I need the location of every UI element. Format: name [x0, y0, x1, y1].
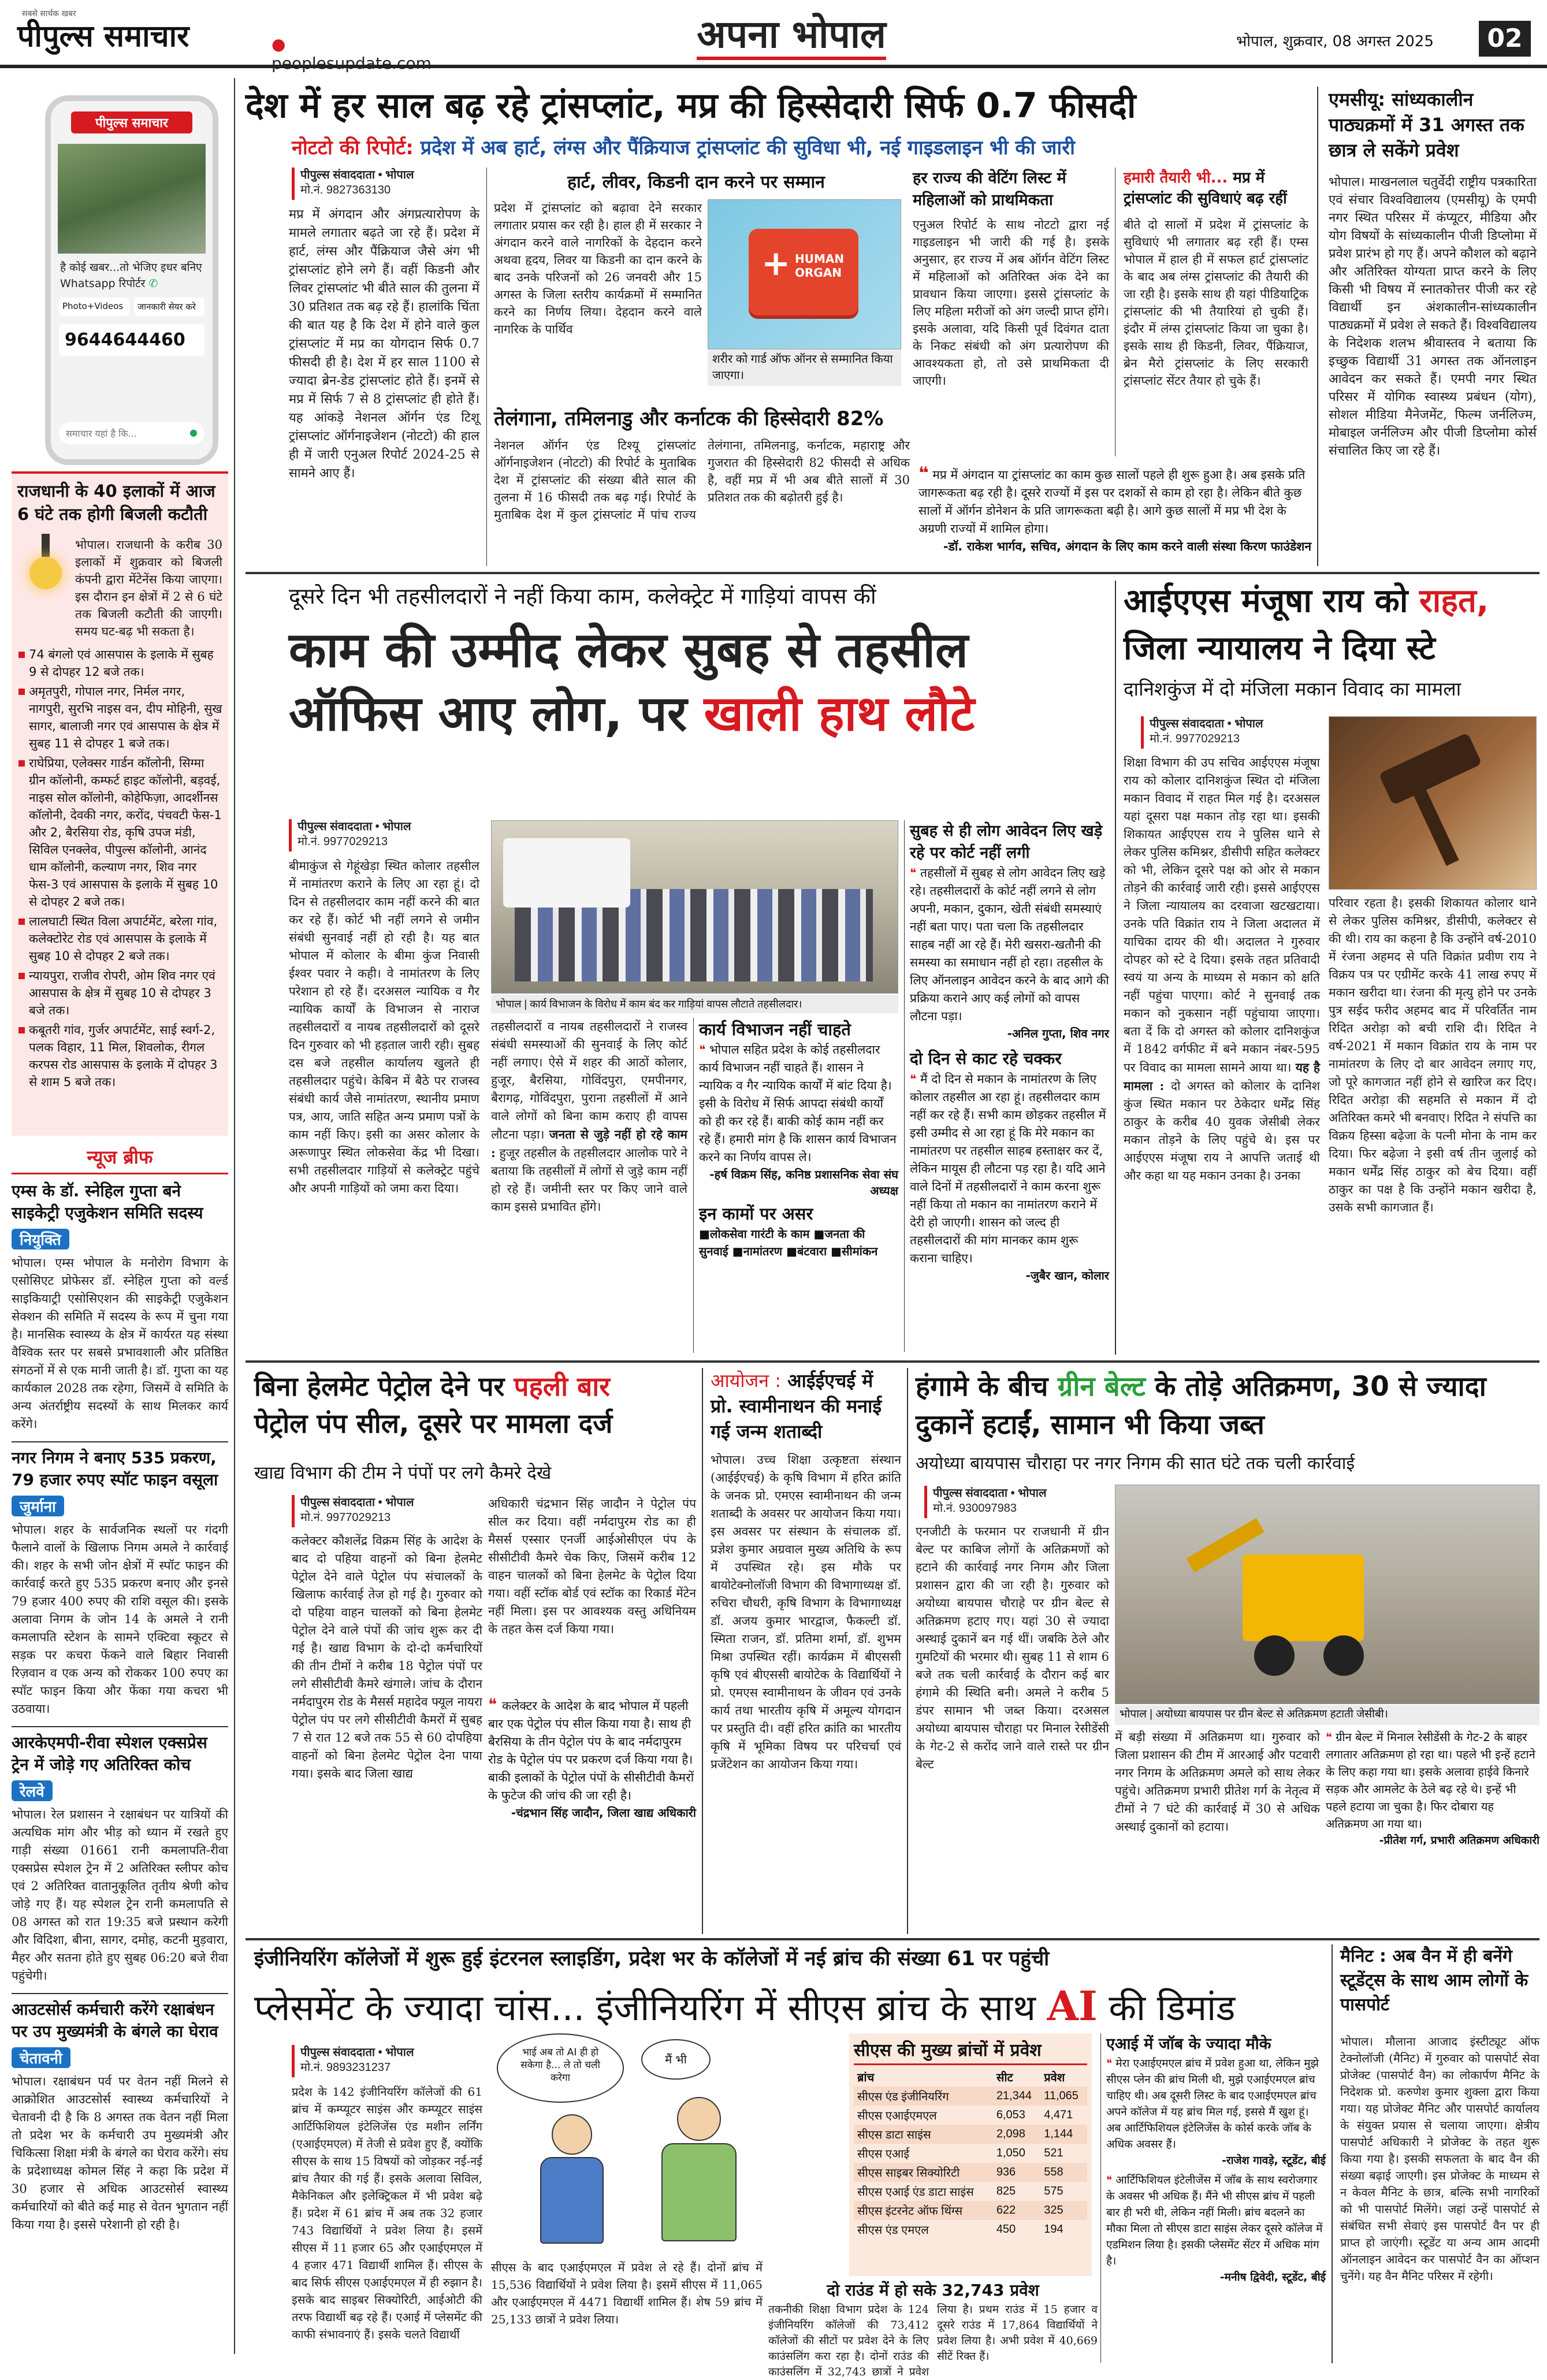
green-belt-subhead: अयोध्या बायपास चौराहा पर नगर निगम की सात घंटे तक चली कार्रवाई	[916, 1453, 1355, 1474]
table-header: सीट	[996, 2072, 1013, 2084]
states-share-headline: तेलंगाना, तमिलनाडु और कर्नाटक की हिस्सेदारी 82%	[494, 407, 884, 430]
power-item: 74 बंगलो एवं आसपास के इलाके में सुबह 9 से दोपहर 12 बजे तक।	[17, 646, 222, 680]
ias-byline: पीपुल्स संवाददाता • भोपाल मो.नं. 9977029213	[1141, 716, 1314, 749]
plus-icon: +	[761, 243, 791, 284]
phone-labels	[59, 298, 204, 316]
jobs-quote-2: ❝ आर्टिफिशियल इंटेलीजेंस में जॉब के साथ स्वरोजगार के अवसर भी अधिक हैं। मैंने भी सीएस ब्रांच में पहली बार ही भरी थी, लेकिन नहीं मिली। ब्रांच बदलने का मौका मिला तो सीएस डाटा साइंस लेकर दूसरे कॉलेज में एडमिशन लिया है। इसकी प्लेसमेंट सेंटर में अधिक मांग है।	[1106, 2174, 1323, 2267]
tehsil-byline: पीपुल्स संवाददाता • भोपाल मो.नं. 9977029213	[289, 819, 462, 851]
table-row: सीएस एआई एंड डाटा साइंस 825 575	[857, 2185, 1063, 2199]
cartoon-bubble-2: मैं भी	[641, 2039, 711, 2080]
tehsil-body-1: बीमाकुंज से गेहूंखेड़ा स्थित कोलार तहसील में नामांतरण कराने के लिए आ रहा हूं। दो दिन से तहसीलदार काम नहीं करने की बात कर रहे हैं। कोर्ट भी नहीं लगने से जमीन संबंधी सुनवाई नहीं हो रही है। यह बात भोपाल में कोलार के बीमा कुंज निवासी ईश्वर पवार ने कही। वे नामांतरण के लिए परेशान हो रहे हैं। दरअसल न्यायिक व गैर न्यायिक कार्यों के विभाजन से नाराज तहसीलदारों व नायब तहसीलदारों को दूसरे दिन गुरुवार को भी हड़ताल जारी रही। सुबह दस बजे तहसील कार्यालय खुलते ही तहसीलदार पहुंचे। केबिन में बैठे पर राजस्व संबंधी कार्य जैसे नामांतरण, स्थानीय प्रमाण पत्र, आय, जाति सहित अन्य प्रमाण पत्रों के काम नहीं किए। इसी का असर कोलार के अरूणापुर स्थित लोकसेवा केंद्र भी दिखा। सभी तहसीलदार गाड़ियों से कलेक्ट्रेट पहुंचे और अपनी गाड़ियों को जमा करा दिया।	[289, 859, 479, 1195]
news-brief-title: न्यूज ब्रीफ	[12, 1141, 228, 1174]
table-row: सीएस एआई 1,050 521	[857, 2147, 1063, 2160]
karya-headline: कार्य विभाजन नहीं चाहते	[699, 1020, 851, 1039]
power-item: न्यायपुरा, राजीव रोपरी, ओम शिव नगर एवं आसपास के क्षेत्र में सुबह 10 से दोपहर 3 बजे तक।	[17, 967, 222, 1019]
branch-table	[849, 2033, 1092, 2276]
table-row: सीएस एंड इंजीनियरिंग 21,344 11,065	[854, 2087, 1087, 2106]
tehsil-photo	[491, 820, 898, 994]
whatsapp-number[interactable]: 9644644460	[59, 324, 204, 356]
quote-icon: ❝	[1106, 2057, 1116, 2070]
brief-1-headline: एम्स के डॉ. स्नेहिल गुप्ता बने साइकेट्री एजुकेशन समिति सदस्य	[12, 1181, 203, 1222]
green-belt-body-1: एनजीटी के फरमान पर राजधानी में ग्रीन बेल्ट पर काबिज लोगों के अतिक्रमणों को हटाने की कार्रवाई नगर निगम और जिला प्रशासन द्वारा की जा रही है। गुरुवार को अयोध्या बायपास चौराहे पर ग्रीन बेल्ट से अतिक्रमण हटाए गए। यहां 30 से ज्यादा अस्थाई दुकानें बन गई थीं। जबकि ठेले और गुमटियों की भरमार थी। सुबह 11 से शाम 6 बजे तक चली कार्रवाई के दौरान कई बार हंगामे की स्थिति बनी। अमले ने करीब 5 डंपर सामान भी जब्त किया। दरअसल अयोध्या बायपास चौराहा पर मिनाल रेसीडेंसी के गेट-2 से करोंद जाने वाले रास्ते पर ग्रीन बेल्ट	[916, 1524, 1109, 1771]
karya-box	[699, 1018, 898, 1353]
students-cartoon	[491, 2033, 838, 2253]
phone-photo	[58, 144, 206, 254]
transplant-body: मप्र में अंगदान और अंगप्रत्यारोपण के मामले लगातार बढ़ते जा रहे हैं। प्रदेश में हार्ट, लंग्स और पैंक्रियाज जैसे अंग भी ट्रांसप्लांट होने लगे हैं। वहीं किडनी और लिवर ट्रांसप्लांट भी बीते साल की तुलना में 30 प्रतिशत तक बढ़ रहे हैं। हालांकि चिंता की बात यह है कि देश में होने वाले कुल ट्रांसप्लांट में मप्र का योगदान सिर्फ 0.7 फीसदी ही है। देश में हर साल 1100 से ज्यादा ब्रेन-डेड ट्रांसप्लांट होते हैं। इनमें से मप्र में सिर्फ 7 से 8 ट्रांसप्लांट ही होते हैं। यह आंकड़े नेशनल ऑर्गन एंड टिशू ट्रांसप्लांट ऑर्गनाइजेशन (नोटटो) की हाल ही में जारी एनुअल रिपोर्ट 2024-25 से सामने आए हैं।	[289, 207, 479, 481]
power-item: लालघाटी स्थित विला अपार्टमेंट, बरेला गांव, कलेक्टोरेट रोड एवं आसपास के इलाके में सुबह 10 से दोपहर 2 बजे तक।	[17, 913, 222, 965]
power-cut-intro: भोपाल। राजधानी के करीब 30 इलाकों में शुक्रवार को बिजली कंपनी द्वारा मेंटेनेंस किया जाएगा। इस दौरान इन क्षेत्रों में 2 से 6 घंटे तक बिजली कटौती की जाएगी। समय घट-बढ़ भी सकता है।	[75, 538, 222, 638]
gavel-photo	[1329, 716, 1537, 890]
dateline: भोपाल, शुक्रवार, 08 अगस्त 2025	[1236, 33, 1434, 50]
quote-icon: ❝	[910, 1072, 920, 1086]
helmet-body-1: कलेक्टर कौशलेंद्र विक्रम सिंह के आदेश के बाद दो पहिया वाहनों को बिना हेलमेट पेट्रोल देने वाले पेट्रोल पंप संचालकों के खिलाफ कार्रवाई तेज हो गई है। गुरुवार को दो पहिया वाहन चालकों को बिना हेलमेट पेट्रोल देने वाले पंपों की जांच शुरू कर दी गई है। खाद्य विभाग के दो-दो कर्मचारियों की तीन टीमों ने करीब 18 पेट्रोल पंपों पर लगे सीसीटीवी कैमरे खंगाले। जांच के दौरान नर्मदापुरम रोड के मैसर्स महादेव फ्यूल नायरा पेट्रोल पंप पर लगे सीसीटीवी कैमरों में सुबह 7 से रात 12 बजे तक 55 से 60 दोपहिया वाहनों को बिना हेलमेट पेट्रोल देना पाया गया। इसके बाद जिला खाद्य	[292, 1534, 482, 1780]
cartoon-bubble-1: भाई अब तो AI ही हो सकेगा है... ले तो चली करेगा	[497, 2033, 624, 2103]
green-belt-headline: हंगामे के बीच ग्रीन बेल्ट के तोड़े अतिक्रमण, 30 से ज्यादा दुकानें हटाईं, सामान भी किया जब्त	[916, 1371, 1486, 1441]
table-row: सीएस इंटरनेट ऑफ थिंग्स 622 325	[854, 2201, 1087, 2220]
brief-4-tag: चेतावनी	[12, 2047, 70, 2068]
manit-body: भोपाल। मौलाना आजाद इंस्टीट्यूट ऑफ टेक्नोलॉजी (मैनिट) में गुरुवार को पासपोर्ट सेवा प्रोजेक्ट (पासपोर्ट वैन) का लोकार्पण मैनिट के निदेशक प्रो. करुणेश कुमार शुक्ला द्वारा किया गया। यह प्रोजेक्ट मैनिट और पासपोर्ट कार्यालय के संयुक्त प्रयास से चलाया जाएगा। क्षेत्रीय पासपोर्ट अधिकारी ने प्रोजेक्ट के तहत शुरू किया गया है। इसकी सफलता के बाद वैन की संख्या बढ़ाई जाएगी। इस प्रोजेक्ट के माध्यम से न केवल मैनिट के छात्र, बल्कि सभी नागरिकों को भी पासपोर्ट मिलेंगे। जहां उन्हें पासपोर्ट से संबंधित सभी सेवाएं इस पासपोर्ट वैन पर ही प्राप्त हो जाएंगी। स्टूडेंट या अन्य आम आदमी ऑनलाइन आवेदन कर पासपोर्ट वैन का ऑप्शन चुनेंगे। यह वैन मैनिट परिसर में रहेगी।	[1340, 2035, 1539, 2283]
green-belt-byline: पीपुल्स संवाददाता • भोपाल मो.नं. 930097983	[924, 1486, 1098, 1518]
mcu-body: भोपाल। माखनलाल चतुर्वेदी राष्ट्रीय पत्रकारिता एवं संचार विश्वविद्यालय (एमसीयू) के एमपी नगर स्थित परिसर में कंप्यूटर, मीडिया और योग विषयों के सांध्यकालीन पीजी डिप्लोमा में प्रवेश प्रारंभ हो गए हैं। अपने कौशल को बढ़ाने और अतिरिक्त योग्यता प्राप्त करने के लिए किसी भी विषय में स्नातकोत्तर पीजी कर रहे विद्यार्थी इन अंशकालीन-सांध्यकालीन पाठ्यक्रमों में प्रवेश ले सकते हैं। विश्वविद्यालय के निदेशक शलभ श्रीवास्तव ने बताया कि इच्छुक विद्यार्थी 31 अगस्त तक ऑनलाइन आवेदन कर सकते हैं। एमपी नगर स्थित परिसर में योगिक स्वास्थ्य प्रबंधन (योग), सोशल मीडिया मैनेजमेंट, फिल्म जर्नलिज्म, मोबाइल जर्नलिज्म और पीजी डिप्लोमा कोर्स संचालित किए जा रहे हैं।	[1329, 175, 1537, 458]
brief-2-body: भोपाल। शहर के सार्वजनिक स्थलों पर गंदगी फैलाने वालों के खिलाफ निगम अमले ने कार्रवाई की। शहर के सभी जोन क्षेत्रों में स्पॉट फाइन की कार्रवाई करते हुए 535 प्रकरण बनाए और इनसे 79 हजार 400 रुपए की राशि वसूल की। इसके अलावा निगम के जोन 14 के अमले ने रानी कमलापति स्टेशन के सामने एक्टिवा स्कूटर से सड़क पर कचरा फेंकने वाले बिहार निवासी रिज़वान व एक अन्य को रोककर 100 रुपए का स्पॉट फाइन किया और फेंका गया कचरा भी उठवाया।	[12, 1523, 228, 1716]
green-belt-quote: ❝ ग्रीन बेल्ट में मिनाल रेसीडेंसी के गेट-2 के बाहर लगातार अतिक्रमण हो रहा था। पहले भी इन्हें हटाने के लिए कहा गया था। इसके अलावा हाईवे किनारे सड़क और आमलेट के ठेले बढ़ रहे थे। इन्हें भी पहले हटाया जा चुका है। फिर दोबारा यह अतिक्रमण आ गया था। -प्रीतेश गर्ग, प्रभारी अतिक्रमण अधिकारी	[1326, 1728, 1539, 1933]
cartoon-student-2	[659, 2097, 739, 2247]
chakkar-headline: दो दिन से काट रहे चक्कर	[910, 1049, 1062, 1068]
engg-kicker: इंजीनियरिंग कॉलेजों में शुरू हुई इंटरनल स्लाइडिंग, प्रदेश भर के कॉलेजों में नई ब्रांच की संख्या 61 पर पहुंची	[254, 1947, 1050, 1970]
masthead	[0, 0, 1547, 73]
engg-byline: पीपुल्स संवाददाता • भोपाल मो.नं. 9893231237	[292, 2045, 465, 2077]
organ-box-photo	[708, 199, 901, 349]
transplant-quote: ❝ मप्र में अंगदान या ट्रांसप्लांट का काम कुछ सालों पहले ही शुरू हुआ है। अब इसके प्रति जागरूकता बढ़ रही है। दूसरे राज्यों में इस पर दशकों से काम हो रहा है। लेकिन बीते कुछ सालों में ऑर्गन डोनेशन के प्रति जागरूकता बढ़ी है। आगे कुछ सालों में मप्र भी देश के अग्रणी राज्यों में शामिल होगा। -डॉ. राकेश भार्गव, सचिव, अंगदान के लिए काम करने वाली संस्था किरण फाउंडेशन	[918, 464, 1311, 563]
helmet-headline: बिना हेलमेट पेट्रोल देने पर पहली बार पेट्रोल पंप सील, दूसरे पर मामला दर्ज	[254, 1371, 613, 1439]
label-share: जानकारी सेयर करे	[134, 298, 204, 316]
engg-body-2: सीएस के बाद एआईएमएल में प्रवेश ले रहे हैं। दोनों ब्रांच में 15,536 विद्यार्थियों ने प्रवेश लिया है। इसमें सीएस में 11,065 और एआईएमएल में 4471 विद्यार्थी शामिल हैं। शेष 59 ब्रांच में 25,133 छात्रों ने प्रवेश लिया।	[491, 2260, 763, 2326]
branch-table-grid	[854, 2067, 1087, 2239]
court-box	[910, 820, 1109, 1352]
brief-3-tag: रेलवे	[12, 1780, 53, 1801]
rounds-body: तकनीकी शिक्षा विभाग प्रदेश के 124 इंजीनियरिंग कॉलेजों की 73,412 कॉलेजों की सीटों पर प्रवेश देने के लिए काउंसलिंग करा रहा है। दोनों राउंड की काउंसलिंग में 32,743 छात्रों ने प्रवेश लिया है। प्रथम राउंड में 15 हजार व दूसरे राउंड में 17,864 विद्यार्थियों ने प्रवेश लिया है। अभी प्रवेश में 40,669 सीटें रिक्त हैं।	[768, 2303, 1098, 2378]
rounds-headline: दो राउंड में हो सके 32,743 प्रवेश	[827, 2281, 1039, 2300]
court-quote-by: -अनिल गुप्ता, शिव नगर	[1007, 1027, 1109, 1040]
jobs-quote-1-by: -राजेश गावड़े, स्टूडेंट, बीई	[1221, 2154, 1326, 2167]
organ-box-label: HUMAN ORGAN	[795, 252, 845, 280]
transplant-subhead: नोटटो की रिपोर्ट: प्रदेश में अब हार्ट, लंग्स और पैंक्रियाज ट्रांसप्लांट की सुविधा भी, नई गाइडलाइन भी की जारी	[292, 136, 1075, 159]
brief-1-body: भोपाल। एम्स भोपाल के मनोरोग विभाग के एसोसिएट प्रोफेसर डॉ. स्नेहिल गुप्ता को वर्ल्ड साइकियाट्री एसोसिएशन की साइकेट्री एजुकेशन सेक्शन की समिति में सदस्य के रूप में चुना गया है। मानसिक स्वास्थ्य के क्षेत्र में कार्यरत यह संस्था वैश्विक स्तर पर सबसे प्रभावशाली और प्रतिष्ठित संगठनों में से एक मानी जाती है। डॉ. गुप्ता का यह कार्यकाल 2028 तक रहेगा, जिसमें वे समिति के अन्य अंतर्राष्ट्रीय सदस्यों के साथ मिलकर कार्य करेंगे।	[12, 1256, 228, 1431]
quote-icon: ❝	[1326, 1730, 1336, 1744]
tehsil-body-2: तहसीलदारों व नायब तहसीलदारों ने राजस्व संबंधी समस्याओं की सुनवाई के लिए कोर्ट नहीं लगाए। ऐसे में शहर की आठों कोलार, हुजूर, बैरसिया, गोविंदपुरा, एमपीनगर, बैरागढ़, गोविंदपुरा, पुराना तहसीलों में आने वाले लोगों को बिना काम कराए ही वापस लौटना पड़ा। जनता से जुड़े नहीं हो रहे काम : हुजूर तहसील के तहसीलदार आलोक पारे ने बताया कि तहसीलों में लोगों से जुड़े काम नहीं हो रहे हैं। जमीनी स्तर पर किए जाने वाले काम इससे प्रभावित होंगे।	[491, 1020, 687, 1214]
whatsapp-icon: ✆	[148, 277, 158, 290]
mic-icon[interactable]: ●	[189, 427, 198, 438]
label-photo-videos: Photo+Videos	[59, 298, 129, 316]
website-url[interactable]: ● peoplesupdate.com	[272, 35, 432, 73]
bulb-icon	[20, 534, 72, 603]
ready-body: बीते दो सालों में प्रदेश में ट्रांसप्लांट के सुविधाएं भी लगातार बढ़ रही हैं। एम्स भोपाल में हाल ही में सफल हार्ट ट्रांसप्लांट के बाद अब लंग्स ट्रांसप्लांट की तैयारी की जा रही है। इसके साथ ही यहां पीडियाट्रिक ट्रांसप्लांट की भी तैयारियां हो चुकी हैं। इंदौर में लंग्स ट्रांसप्लांट किया जा चुका है। इसके साथ ही किडनी, लिवर, पैंक्रियाज, ब्रेन मैरो ट्रांसप्लांट के लिए सरकारी ट्रांसप्लांट सेंटर तैयार हो चुके हैं।	[1124, 218, 1308, 388]
jcb-photo	[1115, 1485, 1539, 1704]
message-input[interactable]: समाचार यहां है कि... ●	[59, 422, 204, 444]
organ-photo-caption: शरीर को गार्ड ऑफ ऑनर से सम्मानित किया जाएगा।	[708, 350, 901, 386]
brief-3-body: भोपाल। रेल प्रशासन ने रक्षाबंधन पर यात्रियों की अत्यधिक मांग और भीड़ को ध्यान में रखते हुए गाड़ी संख्या 01661 रानी कमलापति-रीवा एक्सप्रेस स्पेशल ट्रेन में 2 अतिरिक्त स्लीपर कोच एवं 2 अतिरिक्त वातानुकूलित तृतीय श्रेणी कोच जोड़े गए हैं। यह स्पेशल ट्रेन रानी कमलापति से 08 अगस्त को रात 19:35 बजे प्रस्थान करेगी और विदिशा, बीना, सागर, दमोह, कटनी मुड़वारा, मैहर और सतना होते हुए सुबह 06:20 बजे रीवा पहुंचेगी।	[12, 1808, 228, 1983]
logo-tagline: सबसे सार्थक खबर	[22, 9, 76, 18]
jobs-quote-1: ❝ मेरा एआईएमएल ब्रांच में प्रवेश हुआ था, लेकिन मुझे सीएस प्लेन की ब्रांच मिली थी, मुझे एआईएमएल ब्रांच चाहिए थी। अब दूसरी लिस्ट के बाद एआईएमएल ब्रांच अपने कॉलेज में यह ब्रांच मिल गई, इससे मैं खुश हूं। अब आर्टिफिशियल इंटेलिजेंस के कोर्स करके जॉब के अधिक अवसर हैं।	[1106, 2057, 1319, 2151]
ready-headline: हमारी तैयारी भी... मप्र में ट्रांसप्लांट की सुविधाएं बढ़ रहीं	[1124, 169, 1287, 207]
affected-list: ■लोकसेवा गारंटी के काम ■जनता की सुनवाई ■नामांतरण ■बंटवारा ■सीमांकन	[699, 1227, 878, 1258]
page-number: 02	[1479, 21, 1531, 57]
court-headline: सुबह से ही लोग आवेदन लिए खड़े रहे पर कोर्ट नहीं लगी	[910, 822, 1103, 862]
news-brief	[12, 1141, 228, 2354]
transplant-headline: देश में हर साल बढ़ रहे ट्रांसप्लांट, मप्र की हिस्सेदारी सिर्फ 0.7 फीसदी	[246, 85, 1136, 126]
whatsapp-promo	[45, 95, 218, 465]
ias-subhead-inline: यह है मामला :	[1124, 1060, 1320, 1093]
table-header: ब्रांच	[857, 2072, 875, 2084]
phone-logo: पीपुल्स समाचार	[71, 111, 192, 133]
mcu-headline: एमसीयू: सांध्यकालीन पाठ्यक्रमों में 31 अगस्त तक छात्र ले सकेंगे प्रवेश	[1329, 88, 1524, 161]
ias-headline: आईएएस मंजूषा राय को राहत, जिला न्यायालय ने दिया स्टे	[1124, 582, 1489, 667]
honor-box-body: प्रदेश में ट्रांसप्लांट को बढ़ावा देने सरकार लगातार प्रयास कर रही है। हाल ही में सरकार ने अंगदान करने वाले नागरिकों के देहदान करने अथवा हृदय, लिवर या किडनी का दान करने के बाद उनके परिजनों को 26 जनवरी और 15 अगस्त के जिला स्तरीय कार्यक्रमों में सम्मानित करने का निर्णय लिया। देहदान करने वाले नागरिक के पार्थिव	[494, 201, 702, 336]
ias-body-1: शिक्षा विभाग की उप सचिव आईएएस मंजूषा राय को कोलार दानिशकुंज स्थित दो मंजिला मकान विवाद में राहत मिल गई है। दरअसल यहां दूसरा पक्ष मकान तोड़ रहा था। इसकी शिकायत आईएएस राय ने पुलिस थाने से लेकर पुलिस कमिश्नर, डीसीपी सहित कलेक्टर को भी, लेकिन दूसरे पक्ष को ओर से मकान तोड़ने की कार्रवाई जारी रही। इससे आईएएस ने जिला न्यायालय का दरवाजा खटखटाया। उनके पति विक्रांत राय ने जिला अदालत में याचिका दायर की थी। अदालत ने गुरुवार दोपहर को स्टे दे दिया। इसके तहत प्रतिवादी स्वयं या अन्य के माध्यम से मकान को क्षति नहीं पहुंचा पाएगा। कोर्ट ने सुनवाई तक मकान को नुकसान नहीं पहुंचाया जाएगा। बता दें कि दो अगस्त को कोलार दानिशकुंज में 1842 वर्गफीट में बने मकान नंबर-595 पर विवाद का मामला सामने आया था। यह है मामला : दो अगस्त को कोलार के दानिश कुंज स्थित मकान पर ठेकेदार धर्मेंद्र सिंह ठाकुर के करीब 40 युवक जेसीबी लेकर मकान तोड़ने के लिए पहुंचे थे। इस पर आईएएस मंजूषा राय ने आपत्ति जताई थी और कहा था यह मकान उनका है। उनका	[1124, 756, 1320, 1182]
brief-4-body: भोपाल। रक्षाबंधन पर्व पर वेतन नहीं मिलने से आक्रोशित आउटसोर्स स्वास्थ्य कर्मचारियों ने चेतावनी दी है कि 8 अगस्त तक वेतन नहीं मिला तो प्रदेश भर के कर्मचारी उप मुख्यमंत्री और चिकित्सा शिक्षा मंत्री के बंगले का घेराव करेंगे। संघ के प्रदेशाध्यक्ष कोमल सिंह ने कहा कि प्रदेश में 30 हजार से अधिक आउटसोर्स स्वास्थ्य कर्मचारियों को बीते कई माह से वेतन भुगतान नहीं किया गया है। इससे परेशानी हो रही है।	[12, 2074, 228, 2232]
court-quote: ❝ तहसीलों में सुबह से लोग आवेदन लिए खड़े रहे। तहसीलदारों के कोर्ट नहीं लगने से लोग अपनी, मकान, दुकान, खेती संबंधी समस्याएं नहीं बता पाए। पता चला कि तहसीलदार साहब नहीं आ रहे हैं। मेरी खसरा-खतौनी की समस्या का समाधान नहीं हो रहा। तहसील के लिए ऑनलाइन आवेदन करने के बाद आगे की प्रक्रिया कराने आए कई लोगों को वापस लौटना पड़ा।	[910, 866, 1109, 1023]
power-item: अमृतपुरी, गोपाल नगर, निर्मल नगर, नागपुरी, सुरभि नाइस वन, दीप मोहिनी, सुख सागर, बालाजी नगर एवं आसपास के क्षेत्र में सुबह 11 से दोपहर 1 बजे तक।	[17, 683, 222, 752]
jobs-quote-2-by: -मनीष द्विवेदी, स्टूडेंट, बीई	[1219, 2271, 1326, 2284]
tehsil-kicker: दूसरे दिन भी तहसीलदारों ने नहीं किया काम, कलेक्ट्रेट में गाड़ियां वापस कीं	[289, 583, 876, 609]
cartoon-student-1	[537, 2114, 607, 2247]
brief-2-tag: जुर्माना	[12, 1496, 64, 1516]
transplant-byline: पीपुल्स संवाददाता • भोपाल मो.नं. 9827363130	[292, 168, 465, 200]
power-item: कबूतरी गांव, गुर्जर अपार्टमेंट, साई स्वर्ग-2, पलक विहार, 11 मिल, शिवलोक, रीगल करपस रोड आसपास के इलाके में दोपहर 3 से शाम 5 बजे तक।	[17, 1021, 222, 1091]
masthead-logo	[17, 8, 260, 60]
power-cut-headline: राजधानी के 40 इलाकों में आज 6 घंटे तक होगी बिजली कटौती	[17, 481, 215, 524]
power-cut-box	[12, 471, 228, 1136]
power-item: राघेप्रिया, एलेक्सर गार्डन कॉलोनी, सिग्मा ग्रीन कॉलोनी, कम्फर्ट हाइट कॉलोनी, बड़वई, नाइस सोल कॉलोनी, कोहेफिज़ा, आदर्शीनस कॉलोनी, देवकी नगर, करोंद, पंचवटी फेस-1 और 2, बैरसिया रोड, कृषि उपज मंडी, सिविल एनक्लेव, पीपुल्स कॉलोनी, आनंद धाम कॉलोनी, कल्याण नगर, शिव नगर फेस-3 एवं आसपास के इलाके में सुबह 10 से दोपहर 2 बजे तक।	[17, 754, 222, 910]
chakkar-quote: ❝ मैं दो दिन से मकान के नामांतरण के लिए कोलार तहसील आ रहा हूं। तहसीलदार काम नहीं कर रहे हैं। सभी काम छोड़कर तहसील में इसी उम्मीद से आ रहा हूं कि मेरे मकान का नामांतरण पर तहसील साहब हस्ताक्षर कर दें, लेकिन मायूस ही लौटना पड़ रहा है। यदि आने वाले दिनों में तहसीलदारों ने काम करना शुरू नहीं किया तो मकान का नामांतरण कराने में देरी हो जाएगी। शासन को जल्द ही तहसीलदारों की मांग मानकर काम शुरू कराना चाहिए।	[910, 1072, 1106, 1265]
karya-quote-by: -हर्ष विक्रम सिंह, कनिष्ठ प्रशासनिक सेवा संघ अध्यक्ष	[709, 1167, 898, 1198]
women-priority-headline: हर राज्य की वेटिंग लिस्ट में महिलाओं को प्राथमिकता	[913, 169, 1066, 209]
transplant-quote-by: -डॉ. राकेश भार्गव, सचिव, अंगदान के लिए काम करने वाली संस्था किरण फाउंडेशन	[943, 540, 1311, 553]
ias-subhead: दानिशकुंज में दो मंजिला मकान विवाद का मामला	[1124, 678, 1462, 700]
section-title	[647, 10, 936, 62]
phone-promo-text: है कोई खबर...तो भेजिए इधर बनिए Whatsapp रिपोर्टर ✆	[60, 261, 202, 290]
table-row: सीएस साइबर सिक्योरिटी 936 558	[854, 2163, 1087, 2182]
engg-body-1: प्रदेश के 142 इंजीनियरिंग कॉलेजों की 61 ब्रांच में कम्प्यूटर साइंस और कम्प्यूटर साइंस आर्टिफिशियल इंटेलिजेंस एंड मशीन लर्निंग (एआईएमएल) में तेजी से प्रवेश हुए हैं, क्योंकि सीएस के साथ 15 विषयों को जोड़कर नई-नई ब्रांच तैयार की गई हैं। इसके अलावा सिविल, मैकेनिकल और इलेक्ट्रिकल में भी प्रवेश बढ़े हैं। प्रदेश में 61 ब्रांच में अब तक 32 हजार 743 विद्यार्थियों ने प्रवेश लिया है। इसमें सीएस में 11 हजार 65 और एआईएमएल में 4 हजार 471 विद्यार्थी शामिल हैं। सीएस के बाद सिर्फ सीएस एआईएमएल में ही रुझान है। इसके बाद साइबर सिक्योरिटी, आईओटी की तरफ विद्यार्थी बढ़ रहे हैं। एआई में प्लेसमेंट की काफी संभावनाएं हैं। इसके चलते विद्यार्थी	[292, 2085, 482, 2341]
manit-headline: मैनिट : अब वैन में ही बनेंगे स्टूडेंट्स के साथ आम लोगों के पासपोर्ट	[1340, 1946, 1529, 2015]
quote-icon: ❝	[699, 1043, 709, 1057]
helmet-quote-by: -चंद्रभान सिंह जादौन, जिला खाद्य अधिकारी	[511, 1806, 696, 1820]
jcb-photo-caption: भोपाल | अयोध्या बायपास पर ग्रीन बेल्ट से अतिक्रमण हटाती जेसीबी।	[1115, 1705, 1539, 1725]
logo-text: पीपुल्स समाचार	[17, 19, 189, 54]
karya-quote: ❝ भोपाल सहित प्रदेश के कोई तहसीलदार कार्य विभाजन नहीं चाहते हैं। शासन ने न्यायिक व गैर न्यायिक कार्यों में बांट दिया है। इसी के विरोध में सिर्फ आपदा संबंधी कार्यों को ही कर रहे हैं। बाकी कोई काम नहीं कर रहे हैं। हमारी मांग है कि शासन कार्य विभाजन करने का निर्णय वापस ले।	[699, 1043, 897, 1164]
brief-4-headline: आउटसोर्स कर्मचारी करेंगे रक्षाबंधन पर उप मुख्यमंत्री के बंगले का घेराव	[12, 1993, 228, 2043]
tehsil-subhead: जनता से जुड़े नहीं हो रहे काम :	[491, 1127, 687, 1160]
quote-icon: ❝	[488, 1695, 502, 1714]
table-header: प्रवेश	[1044, 2072, 1065, 2084]
helmet-body-2: अधिकारी चंद्रभान सिंह जादौन ने पेट्रोल पंप सील कर दिया। वहीं नर्मदापुरम रोड का ही मैसर्स एस्सार एनर्जी आईओसीएल पंप के सीसीटीवी कैमरे चेक किए, जिसमें करीब 12 वाहन चालकों को बिना हेलमेट के पेट्रोल दिया गया। वहीं स्टॉक बोर्ड एवं स्टॉक का रिकार्ड मेंटेन नहीं मिला। इस पर आवश्यक वस्तु अधिनियम के तहत केस दर्ज किया गया।	[488, 1497, 696, 1636]
engg-headline: प्लेसमेंट के ज्यादा चांस... इंजीनियरिंग में सीएस ब्रांच के साथ AI की डिमांड	[254, 1982, 1236, 2030]
women-priority-body: एनुअल रिपोर्ट के साथ नोटटो द्वारा नई गाइडलाइन भी जारी की गई है। इसके अनुसार, हर राज्य में अब ऑर्गन वेटिंग लिस्ट में महिलाओं को अतिरिक्त अंक देने का प्रावधान किया जाएगा। इससे ट्रांसप्लांट के लिए महिला मरीजों को अंग जल्दी प्राप्त होंगे। इसके अलावा, यदि किसी पूर्व दिवंगत दाता के निकट संबंधी को अंग प्रत्यारोपण की आवश्यकता हो, तो उसे प्राथमिकता दी जाएगी।	[913, 218, 1109, 388]
chakkar-quote-by: -जुबैर खान, कोलार	[1025, 1269, 1109, 1282]
honor-box-title: हार्ट, लीवर, किडनी दान करने पर सम्मान	[567, 172, 825, 192]
branch-table-title: सीएस की मुख्य ब्रांचों में प्रवेश	[854, 2038, 1087, 2065]
brief-3-headline: आरकेएमपी-रीवा स्पेशल एक्सप्रेस ट्रेन में जोड़े गए अतिरिक्त कोच	[12, 1726, 228, 1776]
tehsil-photo-caption: भोपाल | कार्य विभाजन के विरोध में काम बंद कर गाड़ियां वापस लौटाते तहसीलदार।	[491, 995, 898, 1013]
brief-2-headline: नगर निगम ने बनाए 535 प्रकरण, 79 हजार रुपए स्पॉट फाइन वसूला	[12, 1441, 228, 1491]
green-belt-body-2: में बड़ी संख्या में अतिक्रमण था। गुरुवार को जिला प्रशासन की टीम में आरआई और पटवारी नगर निगम के अतिक्रमण अमले को साथ लेकर पहुंचे। अतिक्रमण प्रभारी प्रीतेश गर्ग के नेतृत्व में टीमों ने 7 घंटे की कार्रवाई में 30 से अधिक अस्थाई दुकानों को हटाया।	[1115, 1730, 1320, 1834]
table-row: सीएस एआईएमएल 6,053 4,471	[857, 2108, 1073, 2122]
rounds-box	[768, 2279, 1098, 2378]
iehe-headline: आयोजन : आईईएचई में प्रो. स्वामीनाथन की मनाई गई जन्म शताब्दी	[711, 1370, 882, 1442]
brief-1-tag: नियुक्ति	[12, 1229, 69, 1250]
section-title-text: अपना भोपाल	[697, 12, 886, 60]
tehsil-headline: काम की उम्मीद लेकर सुबह से तहसील ऑफिस आए लोग, पर खाली हाथ लौटे	[289, 622, 975, 742]
states-share-body-1: नेशनल ऑर्गन एंड टिश्यू ट्रांसप्लांट ऑर्गनाइजेशन (नोटटो) की रिपोर्ट के मुताबिक देश में ट्रांसप्लांट की संख्या बीते साल की तुलना में 16 फीसदी तक बढ़ गई। रिपोर्ट के मुताबिक देश में कुल ट्रांसप्लांट में पांच राज्य तेलंगाना, तमिलनाडु, कर्नाटक, महाराष्ट्र और गुजरात की हिस्सेदारी 82 फीसदी से अधिक है, वहीं मप्र में भी अब बीते सालों में 30 प्रतिशत तक की बढ़ोतरी हुई है।	[494, 438, 910, 522]
table-row: सीएस एंड एमएल 450 194	[857, 2223, 1063, 2237]
helmet-byline: पीपुल्स संवाददाता • भोपाल मो.नं. 9977029213	[292, 1495, 465, 1527]
affected-headline: इन कामों पर असर	[699, 1204, 813, 1224]
quote-icon: ❝	[918, 463, 929, 484]
jobs-headline: एआई में जॉब के ज्यादा मौके	[1106, 2035, 1271, 2053]
helmet-quote: ❝ कलेक्टर के आदेश के बाद भोपाल में पहली बार एक पेट्रोल पंप सील किया गया है। साथ ही बैरसिया के तीन पेट्रोल पंप के बाद नर्मदापुरम रोड के पेट्रोल पंप पर प्रकरण दर्ज किया गया है। बाकी इलाकों के पेट्रोल पंपों के सीसीटीवी कैमरों के फुटेज की जांच की जा रही है। -चंद्रभान सिंह जादौन, जिला खाद्य अधिकारी	[488, 1695, 696, 1820]
globe-icon: ●	[272, 35, 286, 54]
green-belt-quote-by: -प्रीतेश गर्ग, प्रभारी अतिक्रमण अधिकारी	[1379, 1834, 1539, 1847]
quote-icon: ❝	[1106, 2174, 1116, 2186]
quote-icon: ❝	[910, 866, 920, 880]
jobs-box	[1106, 2033, 1326, 2363]
ias-body-2: परिवार रहता है। इसकी शिकायत कोलार थाने से लेकर पुलिस कमिश्नर, डीसीपी, कलेक्टर से की थी। राय का कहना है कि उन्होंने वर्ष-2010 में रंजना अहमद से पति विक्रांत प्रवीण राय ने विक्रय पत्र पर एग्रीमेंट करके 41 लाख रुपए में मकान खरीदा था। रंजना की मृत्यु होने पर उनके पुत्र सईद फरीद अहमद बाद में परिवर्तित नाम रिदित अरोड़ा को बची राशि दी। रिदित ने वर्ष-2021 में मकान विक्रांत राय के नाम पर नामांतरण के लिए दो बार आवेदन लगाए गए, जो पूरे कागजात नहीं होने से खारिज कर दिए। रिदित अरोड़ा की सहमति से मकान में दो अतिरिक्त कमरे भी बनवाए। रिदित ने संपत्ति का विक्रय हिस्सा बढ़ेजा के पत्नी मोना के नाम कर दिया। फिर बढ़ेजा ने इसी वर्ष तीन जुलाई को मकान धर्मेंद्र सिंह ठाकुर को बेच दिया। वहीं ठाकुर का पक्ष है कि उन्होंने मकान खरीदा है, उसके सभी कागजात हैं।	[1329, 896, 1537, 1214]
iehe-body: भोपाल। उच्च शिक्षा उत्कृष्टता संस्थान (आईईएचई) के कृषि विभाग में हरित क्रांति के जनक प्रो. एमएस स्वामीनाथन की जन्म शताब्दी के अवसर पर आयोजन किया गया। इस अवसर पर संस्थान के संचालक डॉ. प्रज्ञेश कुमार अग्रवाल मुख्य अतिथि के रूप में उपस्थित रहे। इस मौके पर बायोटेक्नोलॉजी विभाग की विभागाध्यक्ष डॉ. रुचिरा चौधरी, कृषि विभाग के विभागाध्यक्ष डॉ. अजय कुमार भारद्वाज, फैकल्टी डॉ. स्मिता राजन, डॉ. प्रतिमा शर्मा, डॉ. शुभम मिश्रा उपस्थित रहीं। कार्यक्रम में बीएससी कृषि एवं बीएससी बायोटेक के विद्यार्थियों ने प्रो. एमएस स्वामीनाथन के जीवन एवं उनके कार्य तथा भारतीय कृषि में अमूल्य योगदान पर प्रस्तुति दी। वहीं हरित क्रांति का भारतीय कृषि में भूमिका विषय पर परिचर्चा एवं प्रजेंटेशन का आयोजन किया गया।	[711, 1453, 901, 1771]
table-row: सीएस डाटा साइंस 2,098 1,144	[854, 2125, 1087, 2144]
helmet-subhead: खाद्य विभाग की टीम ने पंपों पर लगे कैमरे देखे	[254, 1463, 552, 1483]
